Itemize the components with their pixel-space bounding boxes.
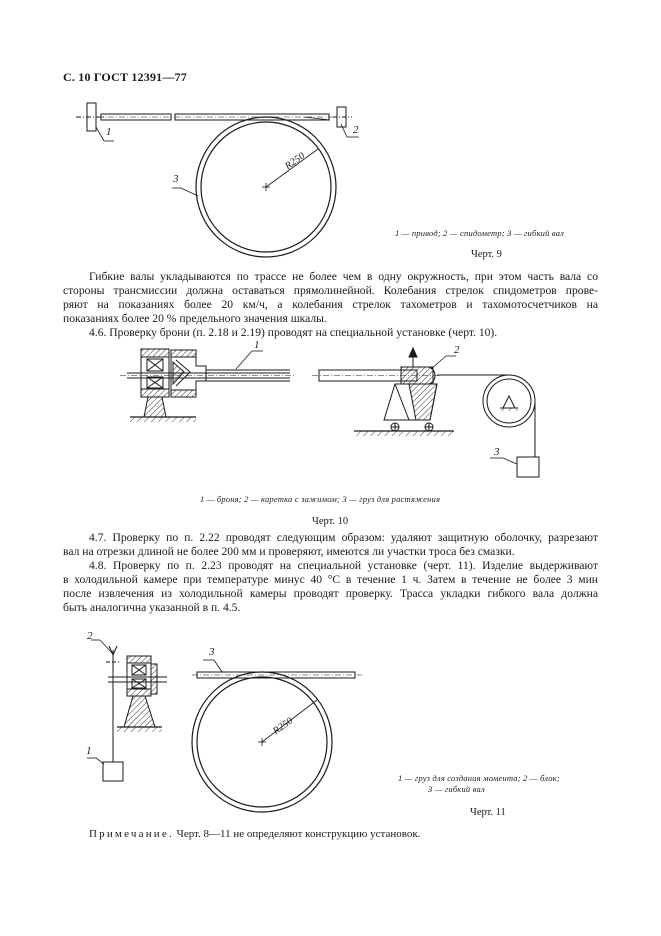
para3-line-1: 4.7. Проверку по п. 2.22 проводят следующим образом: удаляют защитную оболочку, разрезают bbox=[89, 531, 598, 544]
fig11-caption-line-2: 3 — гибкий вал bbox=[428, 784, 485, 794]
fig10-title: Черт. 10 bbox=[312, 516, 349, 527]
note-text: Черт. 8—11 не определяют конструкцию установок. bbox=[176, 828, 421, 840]
fig11-label-2: 2 bbox=[87, 630, 93, 642]
fig9-caption: 1 — привод; 2 — спидометр; 3 — гибкий вал bbox=[395, 228, 565, 238]
note-label: Примечание. bbox=[89, 828, 174, 840]
para1-line-4: показаниях более 20 % предельного значения шкалы. bbox=[63, 312, 327, 325]
fig9-radius-label: R250 bbox=[283, 150, 308, 173]
para4-line-4: быть аналогична указанной в п. 4.5. bbox=[63, 601, 241, 614]
cold-test-fixture bbox=[87, 640, 167, 781]
para4-line-2: в холодильной камере при температуре минус 40 °С в течение 1 ч. Затем в течение не более 3 мин bbox=[63, 573, 598, 586]
fig9-label-3: 3 bbox=[173, 173, 179, 185]
page-header: С. 10 ГОСТ 12391—77 bbox=[63, 70, 187, 84]
fig10-label-1: 1 bbox=[254, 339, 260, 351]
paragraph-4-6: 4.6. Проверку брони (п. 2.18 и 2.19) проводят на специальной установке (черт. 10). bbox=[89, 326, 498, 339]
fig9-label-1: 1 bbox=[106, 126, 112, 138]
para4-line-1: 4.8. Проверку по п. 2.23 проводят на специальной установке (черт. 11). Изделие выдерживают bbox=[89, 559, 598, 572]
fig11-title: Черт. 11 bbox=[470, 807, 506, 818]
fig11-label-1: 1 bbox=[86, 745, 92, 757]
para3-line-2: вал на отрезки длиной не более 200 мм и проверяют, имеются ли участки троса без смазки. bbox=[63, 545, 515, 558]
fig10-label-3: 3 bbox=[494, 446, 500, 458]
para4-line-3: после извлечения из холодильной камеры проводят проверку. Трасса укладки гибкого вала должна bbox=[63, 587, 598, 600]
fig9-label-2: 2 bbox=[353, 124, 359, 136]
fig11-caption-line-1: 1 — груз для создания момента; 2 — блок; bbox=[398, 773, 560, 783]
note bbox=[89, 827, 420, 841]
fig10-caption: 1 — броня; 2 — каретка с зажимом; 3 — груз для растяжения bbox=[200, 494, 441, 504]
fig10-label-2: 2 bbox=[454, 344, 460, 356]
fig11-label-3: 3 bbox=[209, 646, 215, 658]
para1-line-3: ряют на показаниях более 20 км/ч, а колебания стрелок тахометров и тахомотосчетчиков на bbox=[63, 298, 598, 311]
fig11-radius-label: R250 bbox=[271, 715, 296, 738]
para1-line-2: стороны трансмиссии должна оставаться прямолинейной. Колебания стрелок спидометров прове- bbox=[63, 284, 598, 297]
fig9-title: Черт. 9 bbox=[471, 249, 502, 260]
para1-line-1: Гибкие валы укладываются по трассе не более чем в одну окружность, при этом часть вала со bbox=[89, 270, 598, 283]
